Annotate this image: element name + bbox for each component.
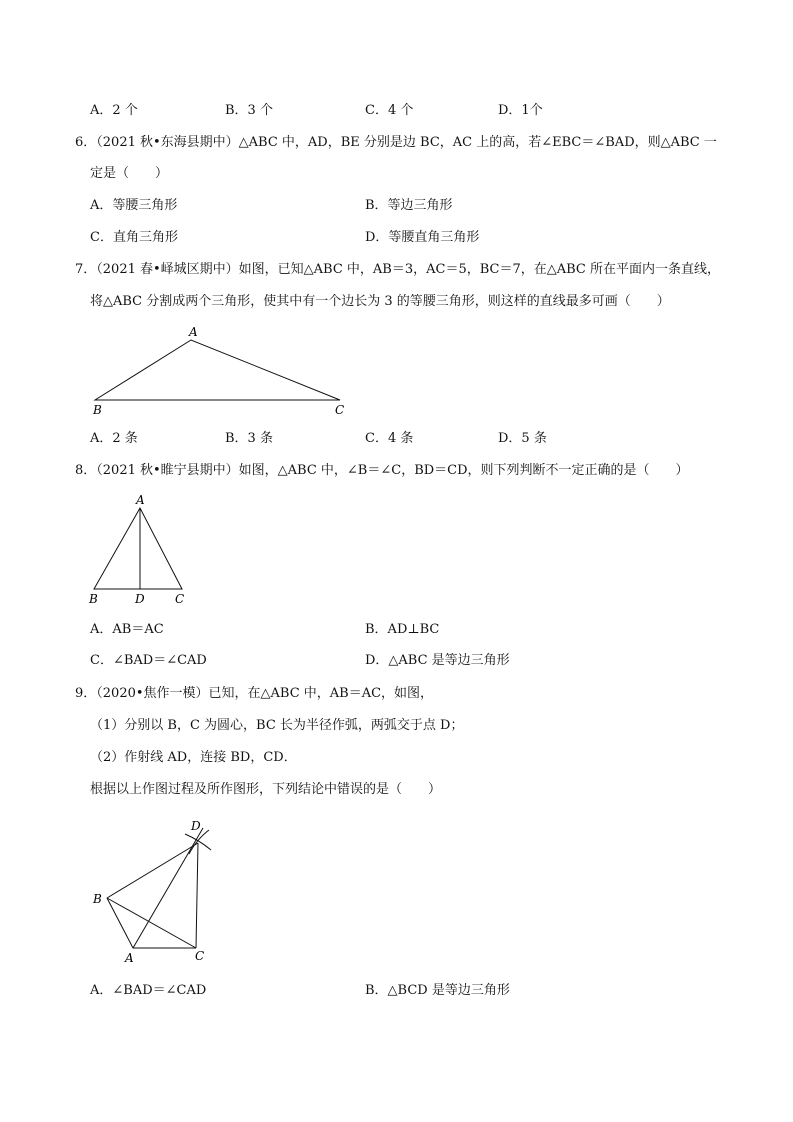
q6-option-b: B．等边三角形 (365, 198, 453, 213)
q7-label-b: B (93, 403, 102, 417)
q8-label-c: C (175, 592, 185, 606)
q8-triangle-figure (85, 492, 195, 607)
q6-stem-line1: 6．（2021 秋•东海县期中）△ABC 中，AD，BE 分别是边 BC，AC 上的高，若∠EBC＝∠BAD，则△ABC 一 (75, 135, 717, 150)
q9-option-b: B．△BCD 是等边三角形 (365, 983, 510, 998)
q8-option-b: B．AD⊥BC (365, 622, 440, 637)
q8-option-a: A．AB＝AC (90, 622, 164, 637)
q9-option-a: A．∠BAD＝∠CAD (90, 983, 207, 998)
q9-segment-bd (107, 843, 198, 898)
q8-label-b: B (89, 592, 98, 606)
q7-option-a: A．2 条 (90, 431, 138, 446)
q8-label-a: A (136, 493, 145, 507)
q9-construction-figure (85, 812, 225, 967)
q9-ray-ad (133, 828, 203, 948)
q6-option-d: D．等腰直角三角形 (365, 230, 480, 245)
q7-label-c: C (335, 403, 345, 417)
q7-triangle (95, 340, 340, 400)
q8-option-c: C．∠BAD＝∠CAD (90, 653, 207, 668)
q7-triangle-figure (85, 320, 355, 420)
q7-stem-line1: 7．（2021 春•峄城区期中）如图，已知△ABC 中，AB＝3，AC＝5，BC＝7，在△ABC 所在平面内一条直线， (75, 262, 721, 277)
q9-label-a: A (125, 951, 134, 965)
q8-option-d: D．△ABC 是等边三角形 (365, 653, 510, 668)
q7-option-d: D．5 条 (498, 431, 547, 446)
q5-option-b: B．3 个 (225, 103, 273, 118)
q5-option-c: C．4 个 (365, 103, 414, 118)
q9-label-b: B (93, 892, 102, 906)
q8-triangle (94, 508, 182, 589)
q5-option-d: D．1个 (498, 103, 543, 118)
q7-label-a: A (189, 325, 198, 339)
q9-label-c: C (195, 949, 205, 963)
q9-arc-from-c (189, 830, 209, 854)
q8-stem-line1: 8．（2021 秋•睢宁县期中）如图，△ABC 中，∠B＝∠C，BD＝CD，则下列判断不一定正确的是（ ） (75, 463, 689, 478)
q7-option-b: B．3 条 (225, 431, 273, 446)
q7-stem-line2: 将△ABC 分割成两个三角形，使其中有一个边长为 3 的等腰三角形，则这样的直线最多可画（ ） (90, 294, 670, 309)
q9-segment-cd (196, 843, 198, 948)
q9-step2: （2）作射线 AD，连接 BD，CD． (90, 750, 297, 765)
q6-stem-line2: 定是（ ） (90, 166, 169, 181)
q9-stem-line1: 9．（2020•焦作一模）已知，在△ABC 中，AB＝AC，如图， (75, 686, 434, 701)
q9-step1: （1）分别以 B，C 为圆心，BC 长为半径作弧，两弧交于点 D； (90, 718, 464, 733)
q8-label-d: D (135, 592, 145, 606)
q7-option-c: C．4 条 (365, 431, 414, 446)
q9-stem-line3: 根据以上作图过程及所作图形，下列结论中错误的是（ ） (90, 782, 442, 797)
q6-option-a: A．等腰三角形 (90, 198, 178, 213)
q9-label-d: D (191, 819, 201, 833)
q6-option-c: C．直角三角形 (90, 230, 178, 245)
q5-option-a: A．2 个 (90, 103, 138, 118)
